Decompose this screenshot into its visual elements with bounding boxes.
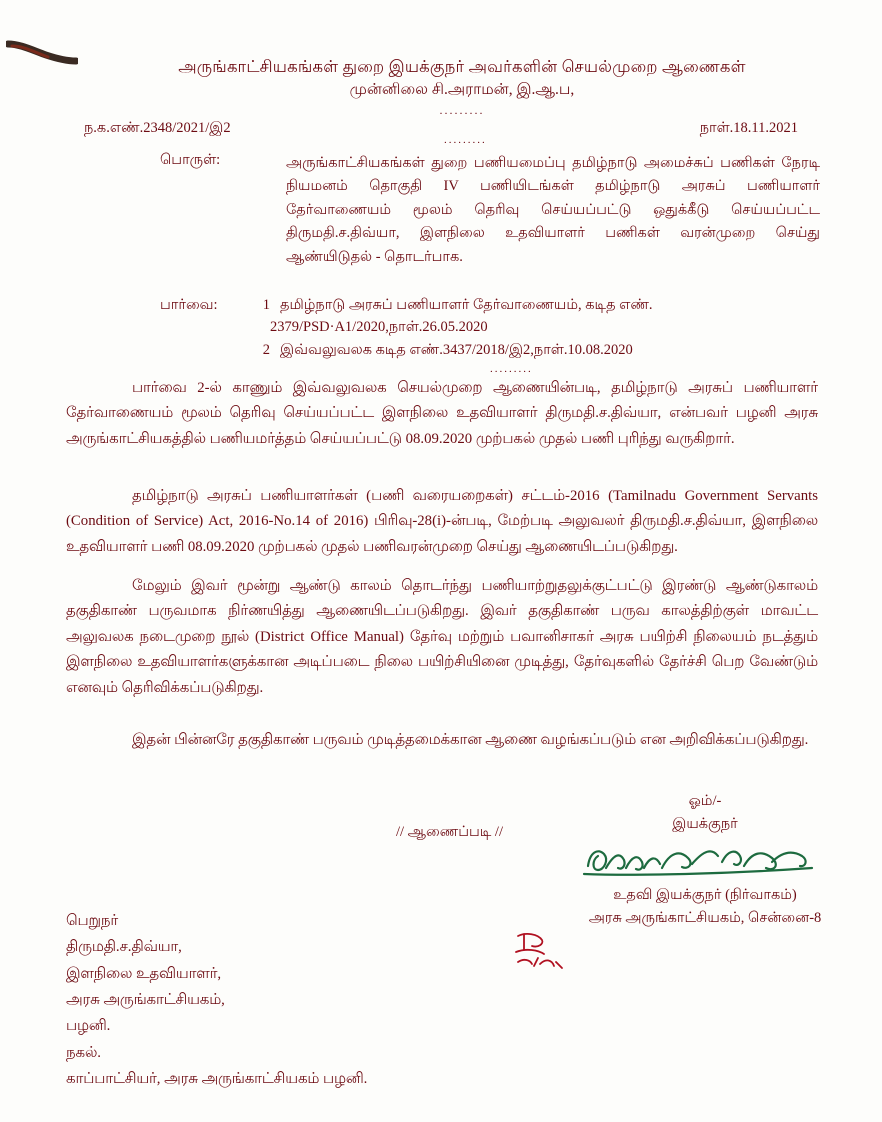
subject-label: பொருள்: [160, 152, 221, 168]
reference-1-line2: 2379/PSD·A1/2020,நாள்.26.05.2020 [270, 319, 488, 336]
reference-2-number: 2 [262, 341, 270, 358]
footer-line-3: அரசு அருங்காட்சியகம், [66, 991, 225, 1008]
footer-to-label: பெறுநர் [66, 913, 119, 929]
binding-hole-mark [6, 40, 78, 66]
header-title-line2: முன்னிலை சி.அராமன், இ.ஆ.ப, [349, 81, 575, 99]
header-dots: ......... [439, 102, 485, 117]
reference-2-line1: இவ்வலுவலக கடித எண்.3437/2018/இ2,நாள்.10.08.2020 [280, 341, 633, 358]
paragraph-3 [66, 574, 818, 701]
file-number: ந.க.எண்.2348/2021/இ2 [84, 120, 231, 136]
order-by-text: // ஆணைப்படி // [396, 824, 503, 840]
header-title-line1: அருங்காட்சியகங்கள் துறை இயக்குநர் அவர்களின் செயல்முறை ஆணைகள் [178, 57, 746, 76]
footer-line-1: திருமதி.ச.திவ்யா, [66, 939, 182, 956]
footer-line-2: இளநிலை உதவியாளர், [66, 965, 222, 982]
signature-block [560, 790, 850, 836]
document-header [92, 56, 832, 118]
references-dots: ......... [490, 363, 533, 376]
references-section [160, 294, 820, 378]
subject-section [160, 152, 820, 269]
signature-caption-line1: உதவி இயக்குநர் (நிர்வாகம்) [613, 887, 797, 903]
paragraph-1-text: பார்வை 2-ல் காணும் இவ்வலுவலக செயல்முறை ஆணையின்படி, தமிழ்நாடு அரசுப் பணியாளர் தேர்வாணையம் மூலம் தெரிவு செய்யப்பட்ட இளநிலை உதவியாளர் திருமதி.ச.திவ்யா, என்பவர் பழனி அரசு அருங்காட்சியகத்தில் பணியமர்த்தம் செய்யப்பட்டு 08.09.2020 முற்பகல் முதல் பணி புரிந்து வருகிறார். [66, 380, 818, 447]
paragraph-4 [66, 728, 818, 753]
paragraph-4-text: இதன் பின்னரே தகுதிகாண் பருவம் முடித்தமைக்கான ஆணை வழங்கப்படும் என அறிவிக்கப்படுகிறது. [132, 732, 809, 748]
footer-line-4: பழனி. [66, 1018, 111, 1035]
paragraph-3-text: மேலும் இவர் மூன்று ஆண்டு காலம் தொடர்ந்து பணியாற்றுதலுக்குட்பட்டு இரண்டு ஆண்டுகாலம் தகுதிகாண் பருவமாக நிர்ணயித்து ஆணையிடப்படுகிறது. இவர் தகுதிகாண் பருவ காலத்திற்குள் மாவட்ட அலுவலக நடைமுறை நூல் (District Office Manual) தேர்வு மற்றும் பவானிசாகர் அரசு பயிற்சி நிலையம் நடத்தும் இளநிலை உதவியாளர்களுக்கான அடிப்படை நிலை பயிற்சியினை முடித்து, தேர்வுகளில் தேர்ச்சி பெற வேண்டும் எனவும் தெரிவிக்கப்படுகிறது. [66, 578, 818, 696]
footer-recipient-block [66, 908, 367, 1092]
signature-caption-line2: அரசு அருங்காட்சியகம், சென்னை-8 [588, 910, 822, 927]
handwritten-initials [508, 928, 588, 976]
document-date: நாள்.18.11.2021 [699, 120, 798, 136]
reference-line-dots: ......... [444, 134, 487, 146]
signature-om: ஓம்/- [688, 793, 722, 809]
handwritten-signature [576, 840, 826, 882]
signature-caption [540, 884, 870, 931]
paragraph-1 [66, 376, 818, 452]
reference-1-number: 1 [262, 297, 270, 313]
footer-copy-line-1: காப்பாட்சியர், அரசு அருங்காட்சியகம் பழனி. [66, 1070, 368, 1087]
references-label: பார்வை: [160, 297, 218, 313]
paragraph-2-text: தமிழ்நாடு அரசுப் பணியாளர்கள் (பணி வரையறைகள்) சட்டம்-2016 (Tamilnadu Government Servants (Condition of Service) Act, 2016-No.14 of 2016) பிரிவு-28(i)-ன்படி, மேற்படி அலுவலர் திருமதி.ச.திவ்யா, இளநிலை உதவியாளர் பணி 08.09.2020 முற்பகல் முதல் பணிவரன்முறை செய்து ஆணையிடப்படுகிறது. [66, 488, 818, 555]
reference-line [84, 120, 798, 146]
signature-designation: இயக்குநர் [672, 816, 738, 833]
subject-text: அருங்காட்சியகங்கள் துறை பணியமைப்பு தமிழ்நாடு அமைச்சுப் பணிகள் நேரடி நியமனம் தொகுதி IV பணியிடங்கள் தமிழ்நாடு அரசுப் பணியாளர் தேர்வாணையம் மூலம் தெரிவு செய்யப்பட்டு ஒதுக்கீடு செய்யப்பட்ட திருமதி.ச.திவ்யா, இளநிலை உதவியாளர் பணிகள் வரன்முறை செய்து ஆண்யிடுதல் - தொடர்பாக. [286, 155, 820, 265]
references-label-spacer [160, 339, 242, 361]
reference-1-line1: தமிழ்நாடு அரசுப் பணியாளர் தேர்வாணையம், கடித எண். [280, 297, 653, 313]
paragraph-2 [66, 484, 818, 560]
footer-copy-label: நகல். [66, 1044, 101, 1061]
